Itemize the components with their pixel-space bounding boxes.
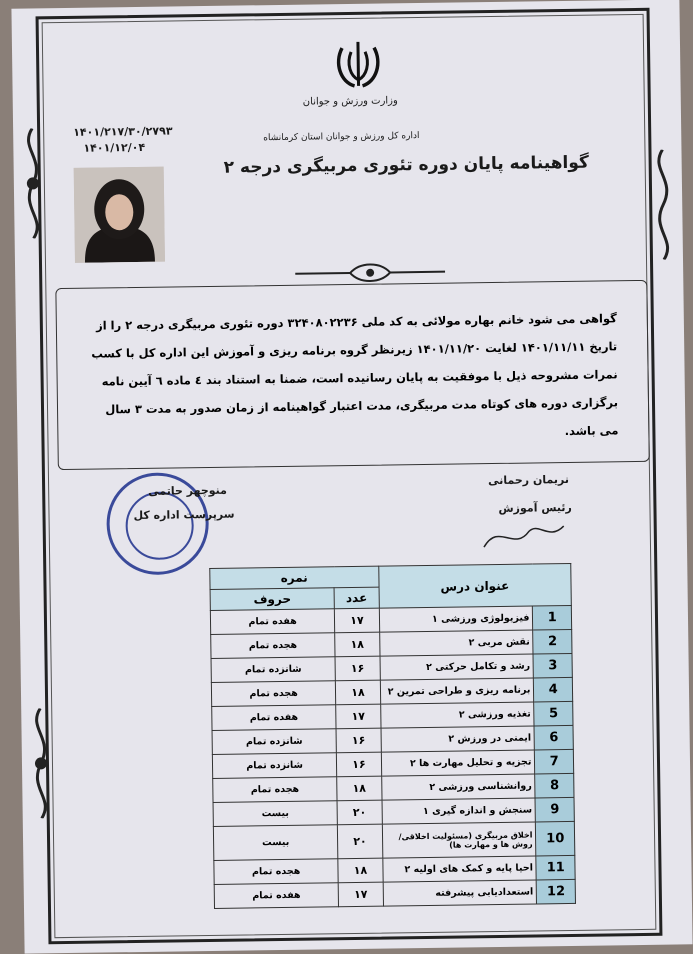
course-header: عنوان درس: [378, 563, 571, 608]
certificate-paper: [11, 0, 692, 954]
digits-header: عدد: [334, 587, 379, 609]
statement-line: تاریخ ۱۴۰۱/۱۱/۱۱ لغایت ۱۴۰۱/۱۱/۲۰ زیرنظر گروه برنامه ریزی و آموزش این اداره کل با کسب: [91, 339, 618, 361]
table-row: شانزده تمام ۱۶ ایمنی در ورزش ۲ 6: [212, 725, 573, 754]
issue-date: ۱۴۰۱/۱۲/۰۴: [83, 140, 146, 155]
department-name: اداره کل ورزش و جوانان استان کرمانشاه: [263, 131, 420, 144]
signer-right-title: رئیس آموزش: [498, 500, 572, 515]
reference-number: ۱۴۰۱/۲۱۷/۳۰/۲۷۹۳: [73, 124, 173, 139]
corner-ornament: [649, 149, 677, 259]
table-row: شانزده تمام ۱۶ تجزیه و تحلیل مهارت ها ۲ 7: [212, 749, 573, 778]
corner-ornament: [27, 708, 55, 818]
table-row: هجده تمام ۱۸ نقش مربی ۲ 2: [211, 629, 572, 658]
table-row: هفده تمام ۱۷ تغذیه ورزشی ۲ 5: [212, 701, 573, 730]
table-row: بیست ۲۰ سنجش و اندازه گیری ۱ 9: [213, 797, 574, 826]
signer-left-title: سرپرست اداره کل: [133, 507, 235, 523]
ministry-name: وزارت ورزش و جوانان: [302, 95, 398, 108]
table-row: شانزده تمام ۱۶ رشد و تکامل حرکتی ۲ 3: [211, 653, 572, 682]
table-row: هفده تمام ۱۷ فیزیولوژی ورزشی ۱ 1: [210, 605, 571, 634]
statement-line: می باشد.: [564, 423, 619, 439]
corner-ornament: [19, 128, 47, 238]
iran-emblem-icon: [334, 38, 383, 91]
certificate-title: گواهینامه پایان دوره تئوری مربیگری درجه ۲: [223, 152, 589, 178]
divider-ornament: [295, 261, 445, 285]
signer-left-name: منوچهر حاتمی: [148, 483, 228, 498]
table-row: هجده تمام ۱۸ برنامه ریزی و طراحی تمرین ۲ 4: [211, 677, 572, 706]
statement-line: برگزاری دوره های کوتاه مدت مربیگری، مدت اعتبار گواهینامه از زمان صدور به مدت ۳ سال: [105, 395, 619, 417]
grades-table: [209, 563, 576, 909]
words-header: حروف: [210, 588, 334, 611]
table-row: بیست ۲۰ اخلاق مربیگری (مسئولیت اخلاقی/ روش ها و مهارت ها) 10: [213, 821, 574, 860]
statement-line: نمرات مشروحه ذیل با موفقیت به پایان رسانیده است، ضمنا به استناد بند ٤ ماده ٦ آیین نامه: [101, 367, 618, 389]
table-row: هجده تمام ۱۸ احیا پایه و کمک های اولیه ۲ 11: [214, 855, 575, 884]
holder-photo: [74, 167, 165, 263]
table-row: هفده تمام ۱۷ استعدادیابی پیشرفته 12: [214, 879, 575, 908]
grade-header: نمره: [210, 566, 379, 589]
statement-line: گواهی می شود خانم بهاره مولائی به کد ملی ۳۲۴۰۸۰۲۲۳۶ دوره تئوری مربیگری درجه ۲ را از: [95, 311, 617, 333]
table-row: هجده تمام ۱۸ روانشناسی ورزشی ۲ 8: [213, 773, 574, 802]
signer-right-name: نریمان رحمانی: [487, 472, 570, 488]
statement-box: [55, 280, 649, 470]
signature-scribble: [479, 516, 570, 557]
